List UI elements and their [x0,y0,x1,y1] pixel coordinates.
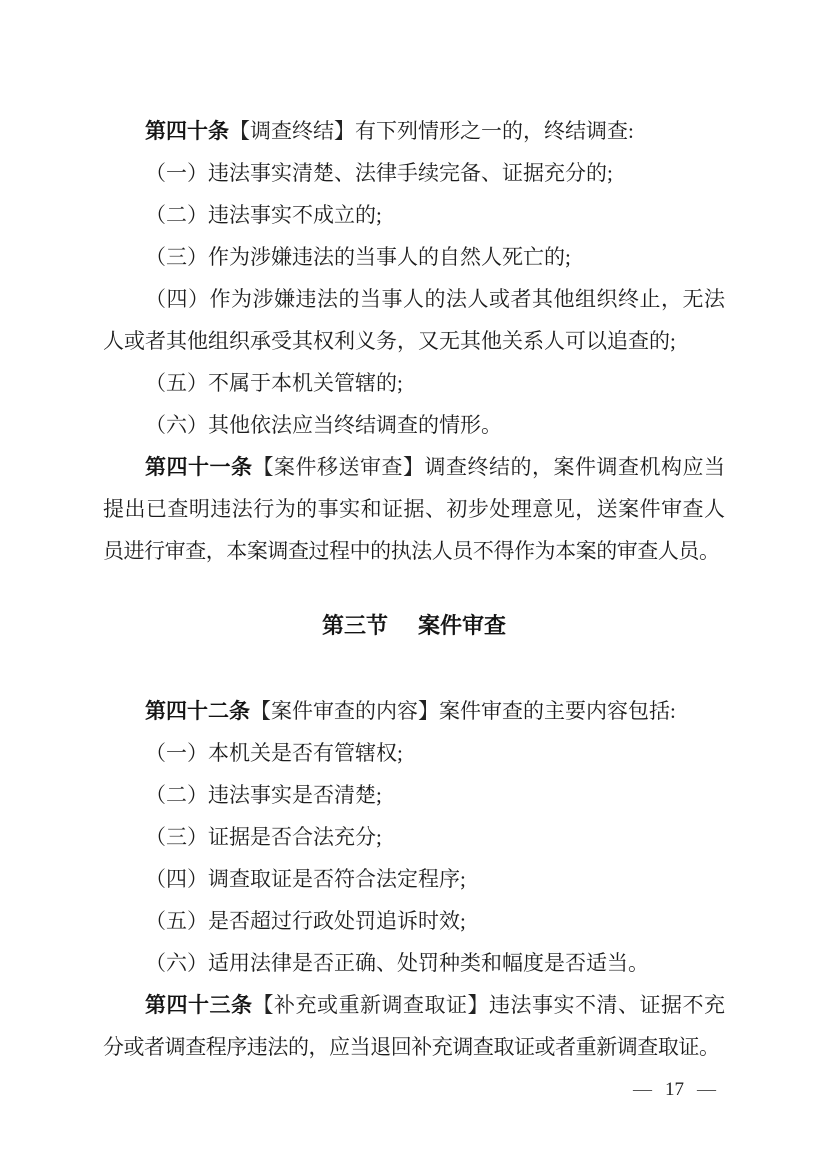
article-41-line-2: 提出已查明违法行为的事实和证据、初步处理意见，送案件审查人 [103,497,725,521]
article-41-line-1 [103,446,725,488]
page-number-footer [633,1069,716,1111]
article-40-item-5: （五）不属于本机关管辖的; [145,371,403,395]
article-42-item-5: （五）是否超过行政处罚追诉时效; [145,909,466,933]
section-3-label: 第三节 [321,613,388,638]
article-42-title: 【案件审查的内容】 [250,699,439,723]
article-43-number: 第四十三条 [145,993,253,1017]
footer-left-dash: — [633,1079,652,1100]
article-42-number: 第四十二条 [145,699,250,723]
article-42-lead-line [103,690,725,732]
section-3-heading [103,605,725,647]
article-41-line-3: 员进行审查，本案调查过程中的执法人员不得作为本案的审查人员。 [103,539,720,563]
article-42-item-3: （三）证据是否合法充分; [145,825,382,849]
article-42-item-4: （四）调查取证是否符合法定程序; [145,867,466,891]
article-40-item-4-line-2: 人或者其他组织承受其权利义务，又无其他关系人可以追查的; [103,329,676,353]
article-40-item-3: （三）作为涉嫌违法的当事人的自然人死亡的; [145,245,571,269]
footer-right-dash: — [697,1079,716,1100]
article-42-item-6: （六）适用法律是否正确、处罚种类和幅度是否适当。 [145,951,649,975]
article-43-line-2: 分或者调查程序违法的，应当退回补充调查取证或者重新调查取证。 [103,1035,720,1059]
article-40-item-1: （一）违法事实清楚、法律手续完备、证据充分的; [145,161,613,185]
article-43-line-1 [103,984,725,1026]
section-3-title: 案件审查 [418,613,507,638]
article-40-item-2: （二）违法事实不成立的; [145,203,382,227]
article-40-number: 第四十条 [145,119,229,143]
article-40-item-4-line-1: （四）作为涉嫌违法的当事人的法人或者其他组织终止，无法 [145,287,725,311]
article-43-line-1-text: 违法事实不清、证据不充 [489,993,725,1017]
document-body [103,110,725,1068]
article-40-title: 【调查终结】 [229,119,355,143]
article-41-line-1-text: 调查终结的，案件调查机构应当 [424,455,725,479]
article-41-number: 第四十一条 [145,455,253,479]
article-43-title: 【补充或重新调查取证】 [252,993,489,1017]
article-40-lead-text: 有下列情形之一的，终结调查: [355,119,634,143]
article-40-item-6: （六）其他依法应当终结调查的情形。 [145,413,502,437]
page-number: 17 [665,1079,684,1100]
article-42-item-2: （二）违法事实是否清楚; [145,783,382,807]
article-40-lead-line [103,110,725,152]
article-42-item-1: （一）本机关是否有管辖权; [145,741,403,765]
article-42-lead-text: 案件审查的主要内容包括: [439,699,676,723]
article-41-title: 【案件移送审查】 [252,455,425,479]
